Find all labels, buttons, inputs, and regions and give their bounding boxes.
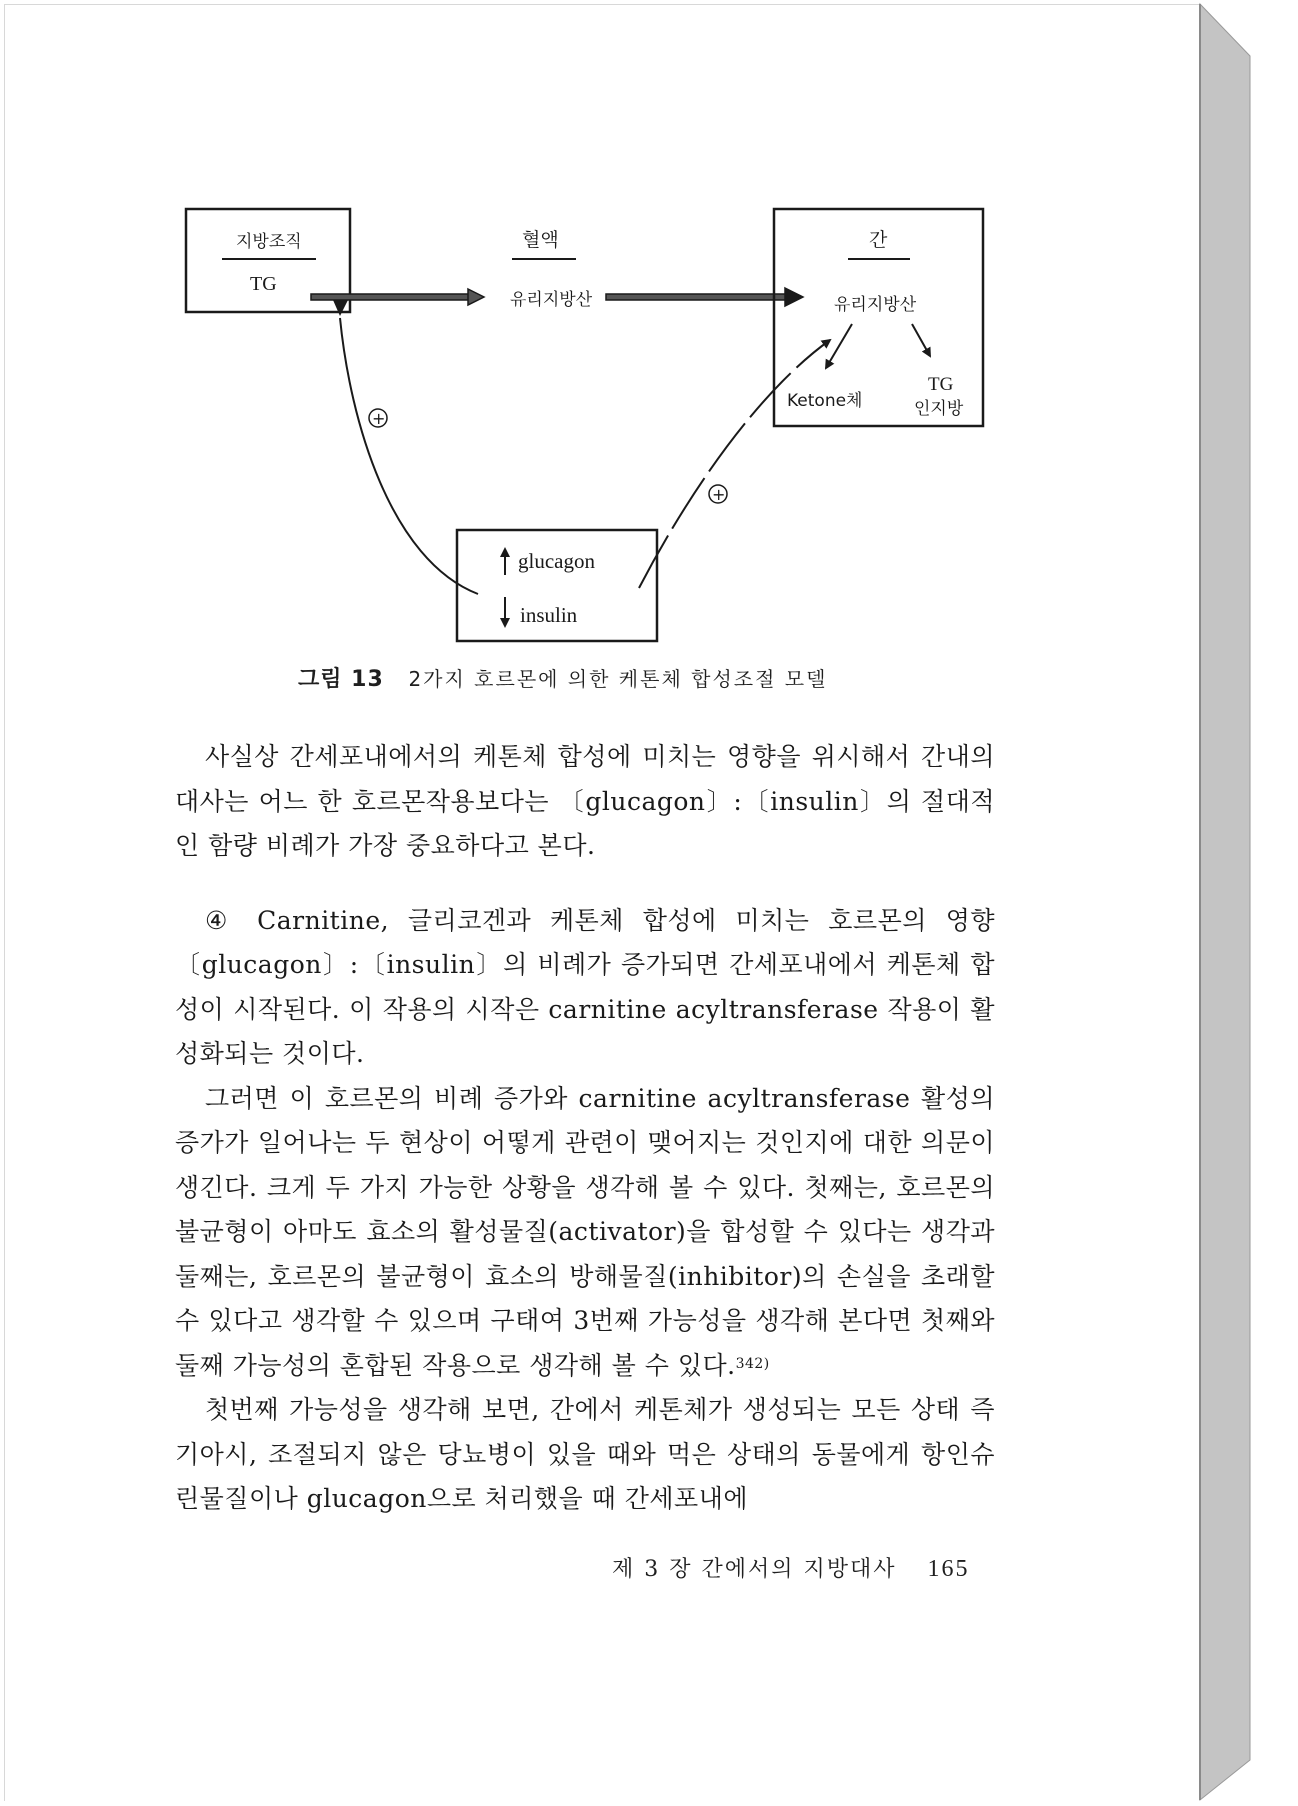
page-footer [612,1552,1002,1583]
liver-title: 간 [869,229,888,251]
figure-caption [298,662,998,693]
paragraph-3-text: 그러면 이 호르몬의 비례 증가와 carnitine acyltransferase 활성의 증가가 일어나는 두 현상이 어떻게 관련이 맺어지는 것인지에 대한 의문이 생긴다. 크게 두 가지 가능한 상황을 생각해 볼 수 있다. 첫째는, 호르몬의 불균형이 아마도 효소의 활성물질(activator)을 합성할 수 있다는 생각과 둘째는, 호르몬의 불균형이 효소의 방해물질(inhibitor)의 손실을 초래할 수 있다고 생각할 수 있으며 구태여 3번째 가능성을 생각해 본다면 첫째와 둘째 가능성의 혼합된 작용으로 생각해 볼 수 있다. [175,1083,995,1380]
paragraph-3 [175,1077,995,1389]
plus-sign-right: + [712,485,726,504]
liver-content: 유리지방산 [834,295,917,315]
adipose-content: TG [250,273,277,295]
adipose-title: 지방조직 [236,232,302,252]
body-text [175,735,995,1522]
plus-sign-left: + [372,409,386,428]
reference-superscript: 342) [735,1355,770,1372]
paragraph-4: 첫번째 가능성을 생각해 보면, 간에서 케톤체가 생성되는 모든 상태 즉 기아시, 조절되지 않은 당뇨병이 있을 때와 먹은 상태의 동물에게 항인슈린물질이나 glucagon으로 처리했을 때 간세포내에 [175,1395,995,1513]
paragraph-1: 사실상 간세포내에서의 케톤체 합성에 미치는 영향을 위시해서 간내의 대사는 어느 한 호르몬작용보다는 〔glucagon〕:〔insulin〕의 절대적인 함량 비례가 가장 중요하다고 본다. [175,742,995,860]
arrow-to-tg [912,324,930,356]
arrow-to-ketone [826,324,852,368]
blood-content: 유리지방산 [510,290,593,310]
stimulation-curve-liver [639,340,830,588]
liver-ketone: Ketone체 [787,391,863,411]
liver-tg: TG [928,374,954,395]
paragraph-2: ④ Carnitine, 글리코겐과 케톤체 합성에 미치는 호르몬의 영향 〔glucagon〕:〔insulin〕의 비례가 증가되면 간세포내에서 케톤체 합성이 시작된다. 이 작용의 시작은 carnitine acyltransferase 작용이 활성화되는 것이다. [175,905,995,1068]
arrow-blood-to-liver [606,294,788,300]
liver-phospholipid: 인지방 [914,399,964,419]
glucagon-label: glucagon [518,549,595,573]
arrow-tg-to-blood-head [468,289,484,305]
stimulation-curve-adipose-tip [333,300,348,316]
arrow-tg-to-blood [311,294,471,300]
caption-label: 그림 13 [298,667,384,692]
blood-title: 혈액 [522,229,559,251]
insulin-label: insulin [520,603,578,627]
footer-chapter: 제 3 장 간에서의 지방대사 [612,1557,897,1582]
arrow-blood-to-liver-head [785,288,803,306]
caption-text: 2가지 호르몬에 의한 케톤체 합성조절 모델 [408,667,828,691]
page-number: 165 [927,1556,970,1582]
